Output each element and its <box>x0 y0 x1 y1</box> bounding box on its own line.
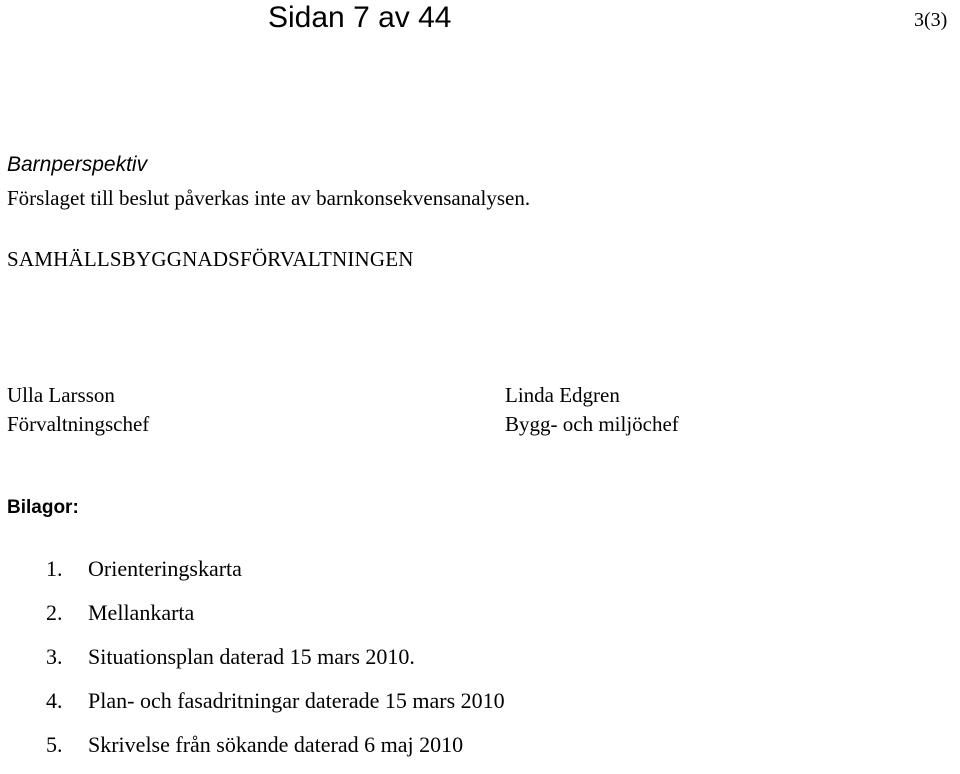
signature-block-left <box>7 381 149 439</box>
list-item <box>46 642 505 686</box>
list-item <box>46 686 505 730</box>
signatory-name: Ulla Larsson <box>7 383 115 407</box>
signatory-name: Linda Edgren <box>505 383 620 407</box>
item-number: 2. <box>46 600 63 625</box>
item-number: 4. <box>46 688 63 713</box>
attachments-list <box>46 554 505 774</box>
section-heading: Barnperspektiv <box>7 153 148 176</box>
list-item <box>46 554 505 598</box>
item-text: Skrivelse från sökande daterad 6 maj 2010 <box>88 732 464 757</box>
item-text: Situationsplan daterad 15 mars 2010. <box>88 644 415 669</box>
list-item <box>46 598 505 642</box>
item-number: 3. <box>46 644 63 669</box>
item-text: Orienteringskarta <box>88 556 242 581</box>
signature-block-right <box>505 381 679 439</box>
signatory-title: Förvaltningschef <box>7 412 150 436</box>
attachments-heading: Bilagor: <box>7 497 79 518</box>
item-number: 5. <box>46 732 63 757</box>
item-text: Mellankarta <box>88 600 195 625</box>
item-text: Plan- och fasadritningar daterade 15 mars 2010 <box>88 688 505 713</box>
section-body: Förslaget till beslut påverkas inte av barnkonsekvensanalysen. <box>7 186 531 210</box>
page-number: 3(3) <box>914 9 948 31</box>
list-item <box>46 730 505 774</box>
organization-name: SAMHÄLLSBYGGNADSFÖRVALTNINGEN <box>7 247 414 271</box>
signatory-title: Bygg- och miljöchef <box>505 412 679 436</box>
page-counter: Sidan 7 av 44 <box>268 1 452 34</box>
item-number: 1. <box>46 556 63 581</box>
